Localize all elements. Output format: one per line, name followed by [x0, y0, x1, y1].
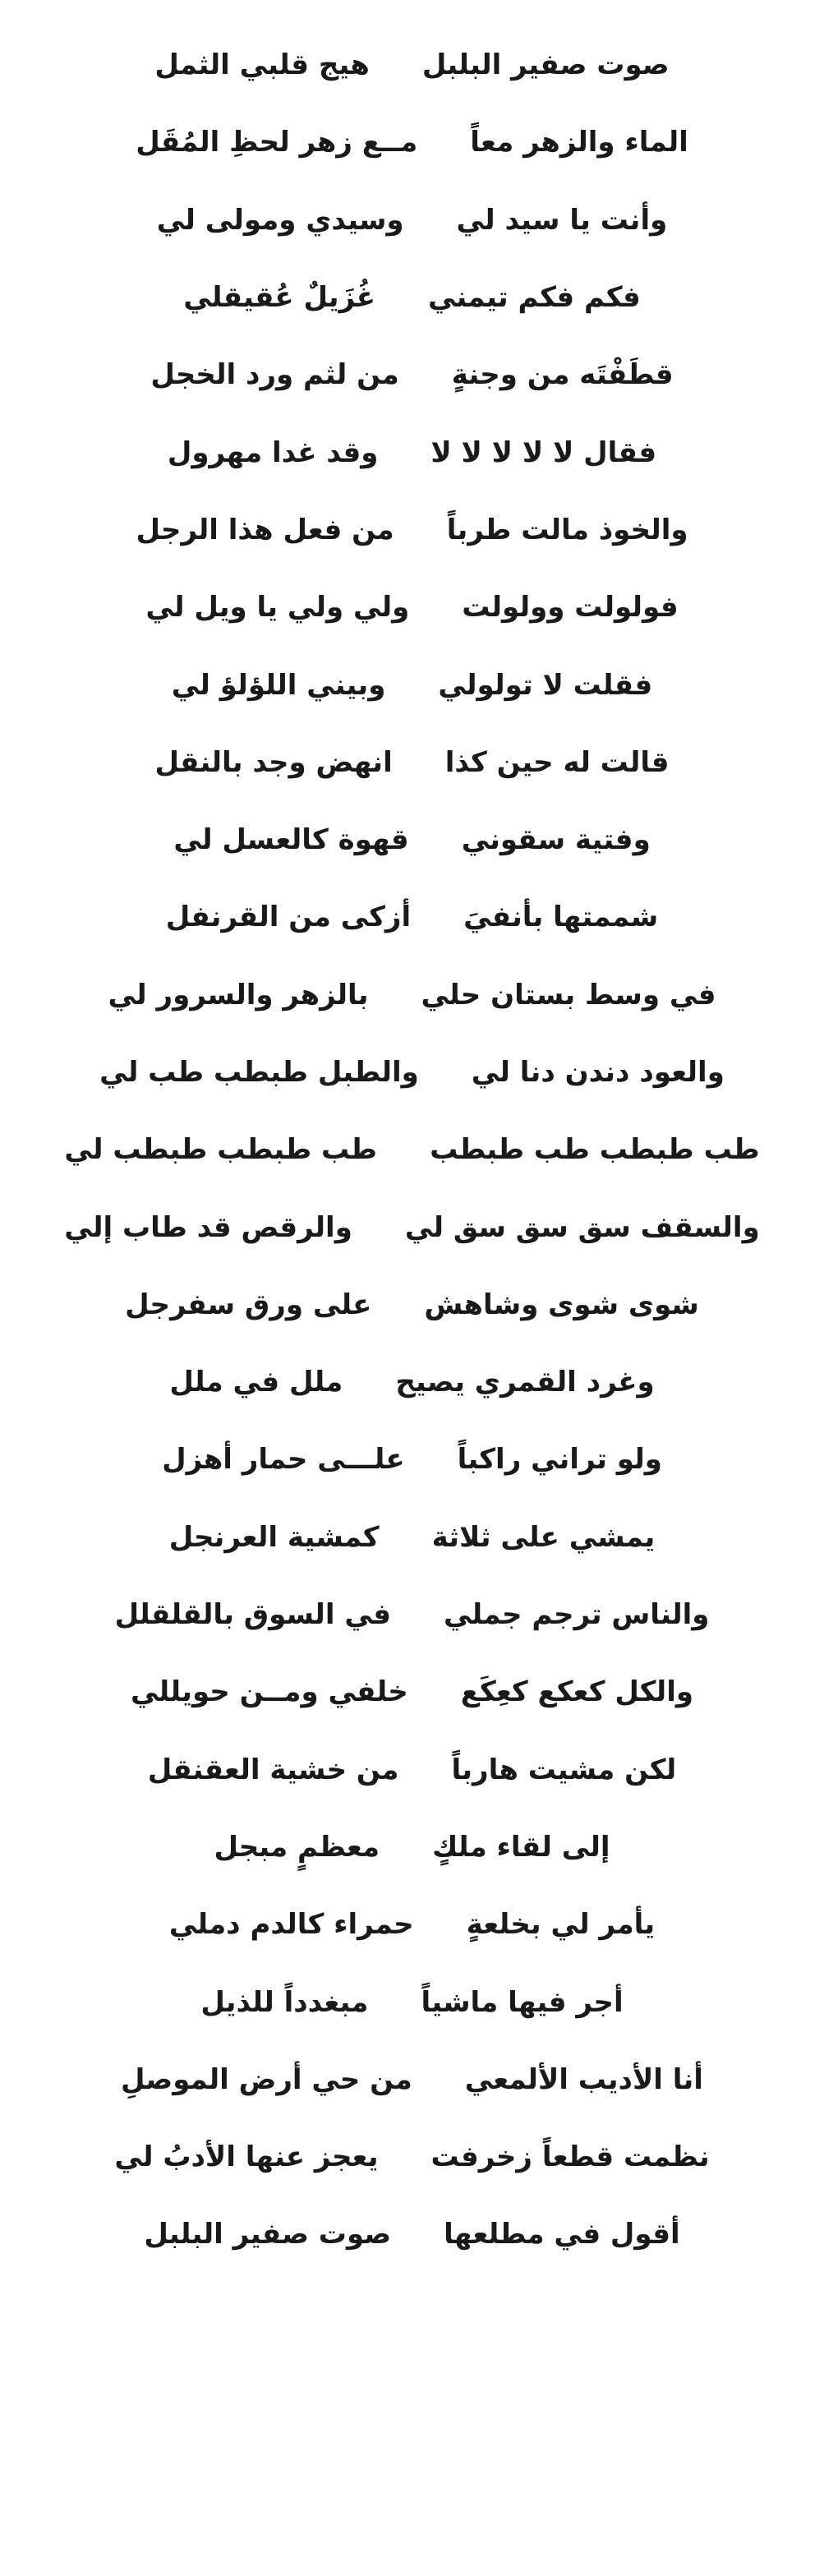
verse-29-second-hemistich: صوت صفير البلبل	[144, 2218, 392, 2251]
verse-28-second-hemistich: يعجز عنها الأدبُ لي	[114, 2141, 379, 2174]
verse-19-first-hemistich: ولو تراني راكباً	[457, 1443, 662, 1477]
verse-2	[0, 104, 824, 181]
verse-11-second-hemistich: قهوة كالعسل لي	[173, 823, 409, 857]
verse-26-first-hemistich: أجر فيها ماشياً	[421, 1985, 624, 2019]
verse-28	[0, 2118, 824, 2196]
verse-22-second-hemistich: خلفي ومــن حويللي	[131, 1675, 408, 1709]
verse-25-first-hemistich: يأمر لي بخلعةٍ	[466, 1908, 656, 1942]
verse-5	[0, 336, 824, 413]
verse-21	[0, 1576, 824, 1653]
verse-20-second-hemistich: كمشية العرنجل	[168, 1520, 380, 1554]
verse-7-second-hemistich: من فعل هذا الرجل	[136, 513, 394, 546]
verse-26	[0, 1963, 824, 2040]
verse-23-first-hemistich: لكن مشيت هارباً	[451, 1753, 677, 1786]
verse-11	[0, 801, 824, 878]
verse-10-first-hemistich: قالت له حين كذا	[444, 745, 670, 779]
verse-18-first-hemistich: وغرد القمري يصيح	[395, 1366, 655, 1399]
verse-11-first-hemistich: وفتية سقوني	[461, 823, 651, 857]
verse-6-first-hemistich: فقال لا لا لا لا لا	[430, 435, 657, 469]
verse-12	[0, 878, 824, 956]
verse-6-second-hemistich: وقد غدا مهرول	[167, 435, 379, 469]
verse-3-second-hemistich: وسيدي ومولى لي	[156, 203, 404, 237]
verse-13-first-hemistich: في وسط بستان حلي	[421, 978, 716, 1012]
verse-13	[0, 956, 824, 1034]
verse-8-first-hemistich: فولولت وولولت	[462, 591, 679, 624]
verse-25-second-hemistich: حمراء كالدم دملي	[168, 1908, 414, 1942]
verse-27-first-hemistich: أنا الأديب الألمعي	[464, 2062, 703, 2096]
verse-18-second-hemistich: ملل في ملل	[169, 1366, 343, 1399]
verse-18	[0, 1343, 824, 1421]
verse-22	[0, 1653, 824, 1730]
verse-25	[0, 1886, 824, 1963]
verse-24	[0, 1809, 824, 1886]
verse-16	[0, 1188, 824, 1265]
verse-12-first-hemistich: شممتها بأنفيَ	[463, 901, 659, 934]
verse-10-second-hemistich: انهض وجد بالنقل	[154, 745, 393, 779]
verse-29	[0, 2196, 824, 2273]
verse-4	[0, 259, 824, 336]
verse-1-second-hemistich: هيج قلبي الثمل	[154, 48, 370, 82]
verse-22-first-hemistich: والكل كعكع كعِكَع	[460, 1675, 693, 1709]
verse-1	[0, 26, 824, 104]
verse-23	[0, 1731, 824, 1809]
verse-9-first-hemistich: فقلت لا تولولي	[438, 668, 653, 702]
verse-1-first-hemistich: صوت صفير البلبل	[421, 48, 670, 82]
verse-28-first-hemistich: نظمت قطعاً زخرفت	[430, 2141, 710, 2174]
verse-7-first-hemistich: والخوذ مالت طرباً	[446, 513, 688, 546]
verse-3	[0, 182, 824, 259]
verse-5-second-hemistich: من لثم ورد الخجل	[150, 358, 399, 392]
verse-8	[0, 569, 824, 646]
verse-15	[0, 1111, 824, 1188]
verse-16-first-hemistich: والسقف سق سق سق لي	[404, 1210, 760, 1244]
verse-5-first-hemistich: قطَفْتَه من وجنةٍ	[451, 358, 674, 392]
verse-13-second-hemistich: بالزهر والسرور لي	[108, 978, 369, 1012]
verse-23-second-hemistich: من خشية العقنقل	[147, 1753, 399, 1786]
verse-19-second-hemistich: علـــى حمار أهزل	[162, 1443, 405, 1477]
verse-14-second-hemistich: والطبل طبطب طب لي	[99, 1056, 419, 1089]
verse-14	[0, 1034, 824, 1111]
verse-2-second-hemistich: مــع زهر لحظِ المُقَل	[136, 126, 418, 159]
verse-14-first-hemistich: والعود دندن دنا لي	[471, 1056, 725, 1089]
verse-20-first-hemistich: يمشي على ثلاثة	[431, 1520, 656, 1554]
verse-29-first-hemistich: أقول في مطلعها	[444, 2218, 680, 2251]
verse-4-second-hemistich: غُزَيلٌ عُقيقلي	[183, 281, 375, 315]
verse-3-first-hemistich: وأنت يا سيد لي	[456, 203, 668, 237]
verse-15-first-hemistich: طب طبطب طب طبطب	[430, 1133, 760, 1167]
verse-8-second-hemistich: ولي ولي يا ويل لي	[145, 591, 410, 624]
verse-26-second-hemistich: مبغدداً للذيل	[200, 1985, 369, 2019]
verse-6	[0, 413, 824, 491]
verse-17-first-hemistich: شوى شوى وشاهش	[424, 1288, 699, 1321]
verse-21-first-hemistich: والناس ترجم جملي	[443, 1598, 710, 1632]
verse-9-second-hemistich: وبيني اللؤلؤ لي	[171, 668, 386, 702]
verse-16-second-hemistich: والرقص قد طاب إلي	[64, 1210, 352, 1244]
verse-12-second-hemistich: أزكى من القرنفل	[165, 901, 412, 934]
verse-24-first-hemistich: إلى لقاء ملكٍ	[432, 1830, 610, 1864]
verse-21-second-hemistich: في السوق بالقلقلل	[114, 1598, 391, 1632]
verse-17-second-hemistich: على ورق سفرجل	[125, 1288, 372, 1321]
verse-17	[0, 1266, 824, 1343]
verse-27	[0, 2041, 824, 2118]
verse-19	[0, 1421, 824, 1498]
verse-10	[0, 724, 824, 801]
verse-24-second-hemistich: معظمٍ مبجل	[214, 1830, 380, 1864]
verse-4-first-hemistich: فكم فكم تيمني	[427, 281, 641, 315]
verse-20	[0, 1499, 824, 1576]
verse-9	[0, 646, 824, 723]
verse-27-second-hemistich: من حي أرض الموصلِ	[121, 2062, 412, 2096]
verse-7	[0, 491, 824, 569]
verse-2-first-hemistich: الماء والزهر معاً	[470, 126, 688, 159]
verse-15-second-hemistich: طب طبطب طبطب لي	[64, 1133, 378, 1167]
